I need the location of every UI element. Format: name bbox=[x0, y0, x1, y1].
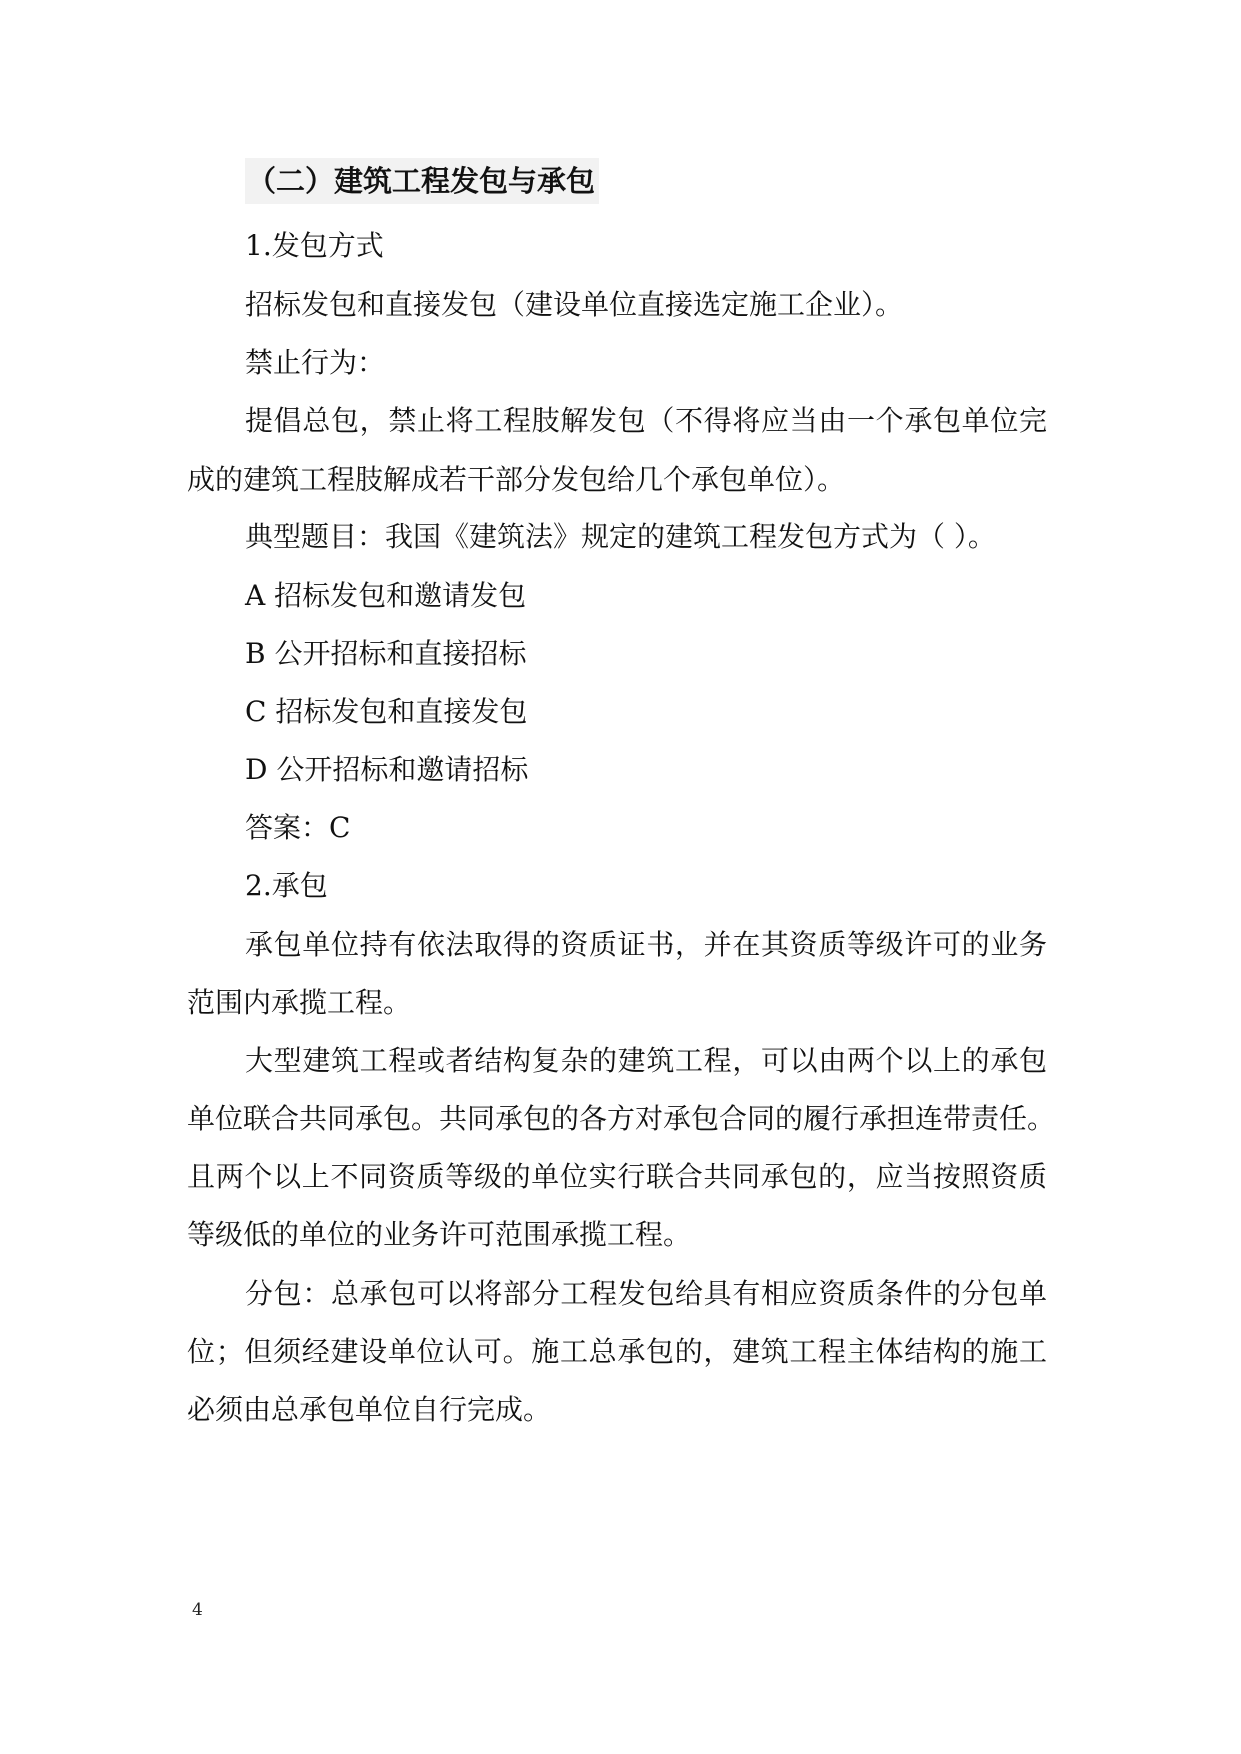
option-a: A 招标发包和邀请发包 bbox=[245, 579, 527, 612]
section-heading: （二）建筑工程发包与承包 bbox=[245, 158, 599, 204]
paragraph-line: 分包：总承包可以将部分工程发包给具有相应资质条件的分包单 bbox=[245, 1277, 1047, 1310]
paragraph-line: 且两个以上不同资质等级的单位实行联合共同承包的，应当按照资质 bbox=[187, 1160, 1047, 1193]
option-c: C 招标发包和直接发包 bbox=[245, 695, 528, 728]
paragraph-line: 招标发包和直接发包（建设单位直接选定施工企业）。 bbox=[245, 288, 904, 321]
subheading-contracting-methods: 1.发包方式 bbox=[245, 229, 384, 262]
paragraph-line: 必须由总承包单位自行完成。 bbox=[187, 1393, 552, 1426]
subheading-contracting: 2.承包 bbox=[245, 869, 328, 902]
question-line: 典型题目：我国《建筑法》规定的建筑工程发包方式为（ ）。 bbox=[245, 520, 996, 553]
option-b: B 公开招标和直接招标 bbox=[245, 637, 527, 670]
paragraph-line: 承包单位持有依法取得的资质证书，并在其资质等级许可的业务 bbox=[245, 928, 1047, 961]
paragraph-line: 单位联合共同承包。共同承包的各方对承包合同的履行承担连带责任。 bbox=[187, 1102, 1056, 1135]
paragraph-line: 成的建筑工程肢解成若干部分发包给几个承包单位）。 bbox=[187, 463, 846, 496]
paragraph-line: 提倡总包，禁止将工程肢解发包（不得将应当由一个承包单位完 bbox=[245, 404, 1047, 437]
paragraph-line: 位；但须经建设单位认可。施工总承包的，建筑工程主体结构的施工 bbox=[187, 1335, 1047, 1368]
paragraph-line: 禁止行为： bbox=[245, 346, 386, 379]
paragraph-line: 大型建筑工程或者结构复杂的建筑工程，可以由两个以上的承包 bbox=[245, 1044, 1047, 1077]
paragraph-line: 等级低的单位的业务许可范围承揽工程。 bbox=[187, 1218, 692, 1251]
page-number: 4 bbox=[192, 1600, 203, 1620]
option-d: D 公开招标和邀请招标 bbox=[245, 753, 529, 786]
answer-line: 答案：C bbox=[245, 811, 351, 844]
paragraph-line: 范围内承揽工程。 bbox=[187, 986, 412, 1019]
